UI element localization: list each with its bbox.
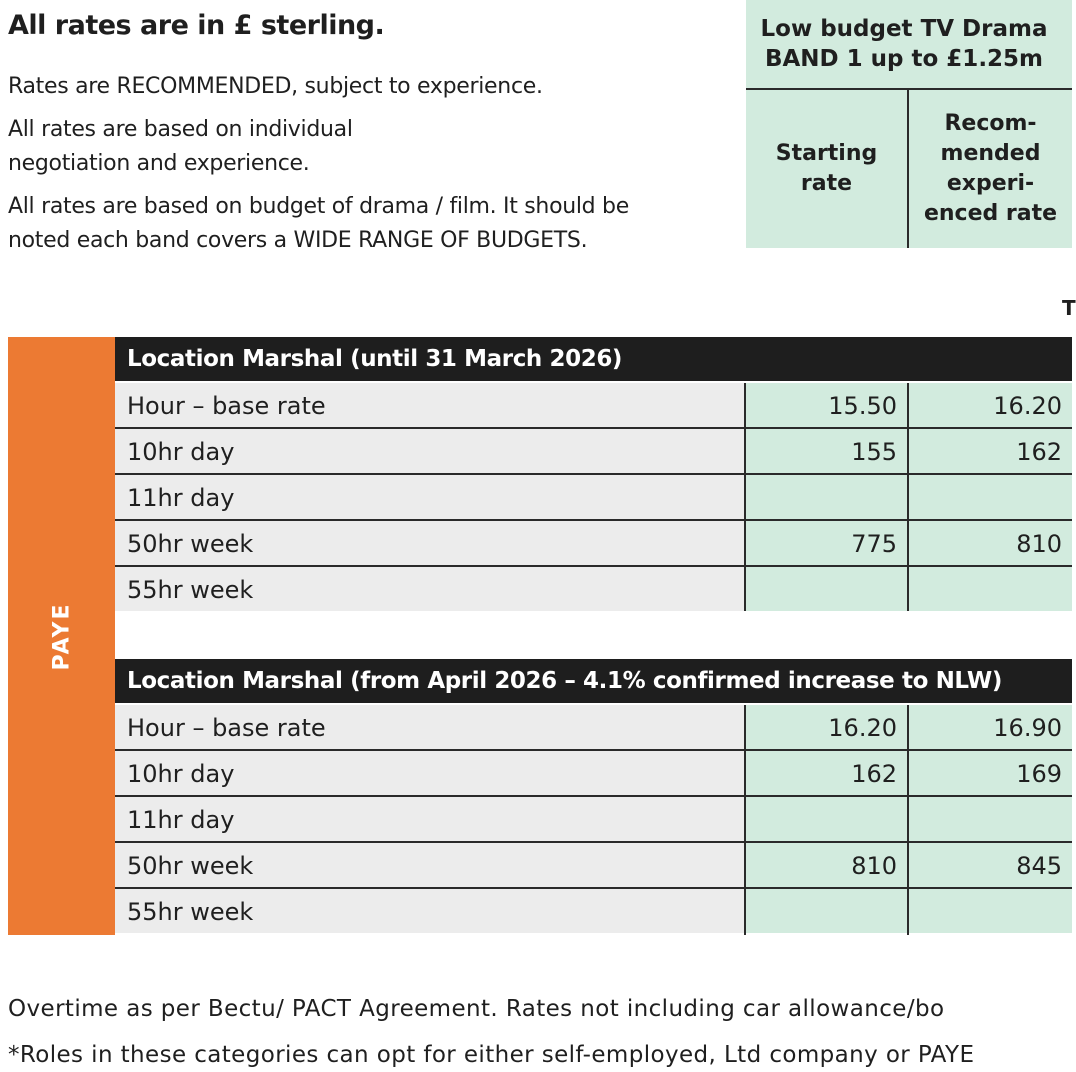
section-header-until-march-2026: Location Marshal (until 31 March 2026) [115, 337, 1072, 381]
row-label: 50hr week [115, 521, 746, 565]
table-row [115, 429, 1072, 473]
row-label: Hour – base rate [115, 705, 746, 749]
starting-rate-cell: 775 [746, 521, 907, 565]
row-label: 55hr week [115, 889, 746, 933]
footer-overtime-note: Overtime as per Bectu/ PACT Agreement. Rates not including car allowance/bo [8, 996, 945, 1022]
row-label: 11hr day [115, 475, 746, 519]
starting-rate-cell [746, 889, 907, 933]
cropped-edge-text: T [1062, 296, 1076, 320]
recommended-rate-cell: 162 [909, 429, 1072, 473]
band-title: Low budget TV Drama BAND 1 up to £1.25m [746, 0, 1072, 88]
starting-rate-cell: 810 [746, 843, 907, 887]
starting-rate-cell [746, 797, 907, 841]
section-header-from-april-2026: Location Marshal (from April 2026 – 4.1% confirmed increase to NLW) [115, 659, 1072, 703]
column-divider [907, 90, 909, 248]
starting-rate-cell: 16.20 [746, 705, 907, 749]
recommended-rate-cell: 845 [909, 843, 1072, 887]
starting-rate-cell [746, 567, 907, 611]
table-row [115, 383, 1072, 427]
column-divider [907, 383, 909, 611]
table-row [115, 521, 1072, 565]
column-divider [907, 705, 909, 935]
starting-rate-cell: 155 [746, 429, 907, 473]
footer-roles-note: *Roles in these categories can opt for either self-employed, Ltd company or PAYE [8, 1042, 975, 1068]
paye-side-label [8, 337, 115, 935]
row-label: 50hr week [115, 843, 746, 887]
starting-rate-cell [746, 475, 907, 519]
table-row [115, 843, 1072, 887]
table-row [115, 475, 1072, 519]
recommended-rate-cell [909, 797, 1072, 841]
recommended-rate-cell: 16.20 [909, 383, 1072, 427]
row-label: 55hr week [115, 567, 746, 611]
note-budget: All rates are based on budget of drama / film. It should be noted each band covers a WIDE RANGE OF BUDGETS. [8, 194, 629, 253]
column-divider [744, 705, 746, 935]
starting-rate-cell: 162 [746, 751, 907, 795]
table-row [115, 797, 1072, 841]
table-row [115, 889, 1072, 933]
note-recommended: Rates are RECOMMENDED, subject to experience. [8, 74, 543, 99]
rates-currency-heading: All rates are in £ sterling. [8, 10, 385, 41]
paye-label-text: PAYE [48, 602, 74, 670]
recommended-rate-cell: 169 [909, 751, 1072, 795]
column-divider [744, 383, 746, 611]
row-label: 10hr day [115, 751, 746, 795]
row-label: Hour – base rate [115, 383, 746, 427]
table-row [115, 751, 1072, 795]
row-label: 11hr day [115, 797, 746, 841]
starting-rate-cell: 15.50 [746, 383, 907, 427]
table-row [115, 567, 1072, 611]
table-row [115, 705, 1072, 749]
recommended-rate-cell [909, 475, 1072, 519]
note-negotiation: All rates are based on individual negotiation and experience. [8, 117, 353, 176]
recommended-rate-cell: 16.90 [909, 705, 1072, 749]
recommended-rate-cell: 810 [909, 521, 1072, 565]
recommended-rate-cell [909, 889, 1072, 933]
column-header-starting-rate: Starting rate [746, 90, 907, 248]
column-header-recommended-rate: Recom- mended experi- enced rate [909, 90, 1072, 248]
row-label: 10hr day [115, 429, 746, 473]
recommended-rate-cell [909, 567, 1072, 611]
